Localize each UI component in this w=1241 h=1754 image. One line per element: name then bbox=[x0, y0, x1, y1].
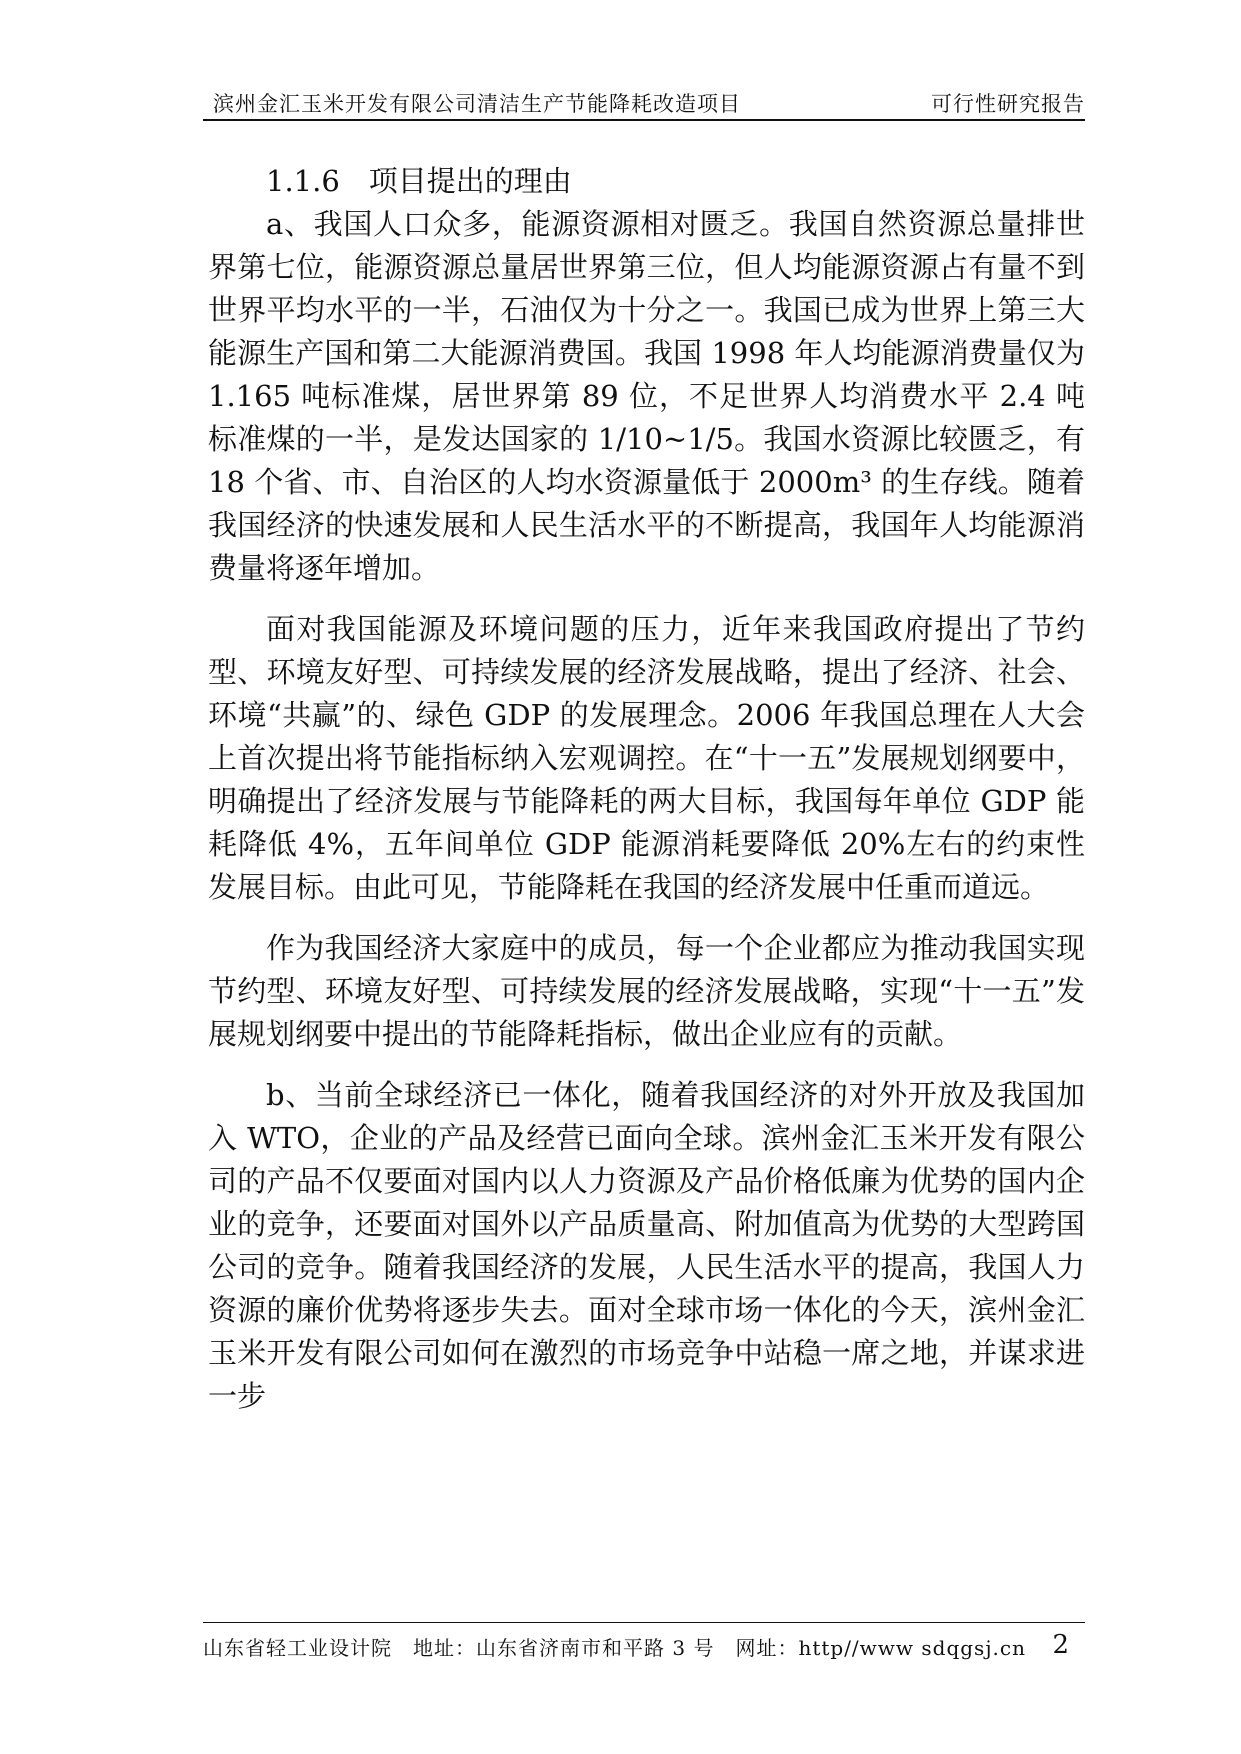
header-rule bbox=[203, 119, 1085, 121]
header-report-type: 可行性研究报告 bbox=[931, 92, 1085, 116]
page-number: 2 bbox=[1052, 1630, 1069, 1660]
main-body bbox=[208, 160, 1085, 1418]
paragraph-enterprise: 作为我国经济大家庭中的成员，每一个企业都应为推动我国实现节约型、环境友好型、可持续发展的经济发展战略，实现“十一五”发展规划纲要中提出的节能降耗指标，做出企业应有的贡献。 bbox=[208, 931, 1085, 1051]
paragraph-policy: 面对我国能源及环境问题的压力，近年来我国政府提出了节约型、环境友好型、可持续发展的经济发展战略，提出了经济、社会、环境“共赢”的、绿色 GDP 的发展理念。2006 年我国总理在人大会上首次提出将节能指标纳入宏观调控。在“十一五”发展规划纲要中，明确提出了经济发展与节能降耗的两大目标，我国每年单位 GDP 能耗降低 4%，五年间单位 GDP 能源消耗要降低 20%左右的约束性发展目标。由此可见，节能降耗在我国的经济发展中任重而道远。 bbox=[208, 612, 1085, 904]
page-header bbox=[203, 88, 1085, 118]
page-footer bbox=[203, 1632, 1085, 1662]
footer-institute-info: 山东省轻工业设计院 地址：山东省济南市和平路 3 号 网址：http//www sdqgsj.cn bbox=[203, 1636, 1026, 1660]
section-heading: 1.1.6 项目提出的理由 bbox=[266, 164, 572, 198]
header-project-title: 滨州金汇玉米开发有限公司清洁生产节能降耗改造项目 bbox=[213, 92, 741, 116]
paragraph-a: a、我国人口众多，能源资源相对匮乏。我国自然资源总量排世界第七位，能源资源总量居世界第三位，但人均能源资源占有量不到世界平均水平的一半，石油仅为十分之一。我国已成为世界上第三大能源生产国和第二大能源消费国。我国 1998 年人均能源消费量仅为 1.165 吨标准煤，居世界第 89 位，不足世界人均消费水平 2.4 吨标准煤的一半，是发达国家的 1/10~1/5。我国水资源比较匮乏，有 18 个省、市、自治区的人均水资源量低于 2000m³ 的生存线。随着我国经济的快速发展和人民生活水平的不断提高，我国年人均能源消费量将逐年增加。 bbox=[208, 207, 1085, 585]
paragraph-b: b、当前全球经济已一体化，随着我国经济的对外开放及我国加入 WTO，企业的产品及经营已面向全球。滨州金汇玉米开发有限公司的产品不仅要面对国内以人力资源及产品价格低廉为优势的国内企业的竞争，还要面对国外以产品质量高、附加值高为优势的大型跨国公司的竞争。随着我国经济的发展，人民生活水平的提高，我国人力资源的廉价优势将逐步失去。面对全球市场一体化的今天，滨州金汇玉米开发有限公司如何在激烈的市场竞争中站稳一席之地，并谋求进一步 bbox=[208, 1078, 1085, 1413]
footer-rule bbox=[203, 1622, 1085, 1623]
